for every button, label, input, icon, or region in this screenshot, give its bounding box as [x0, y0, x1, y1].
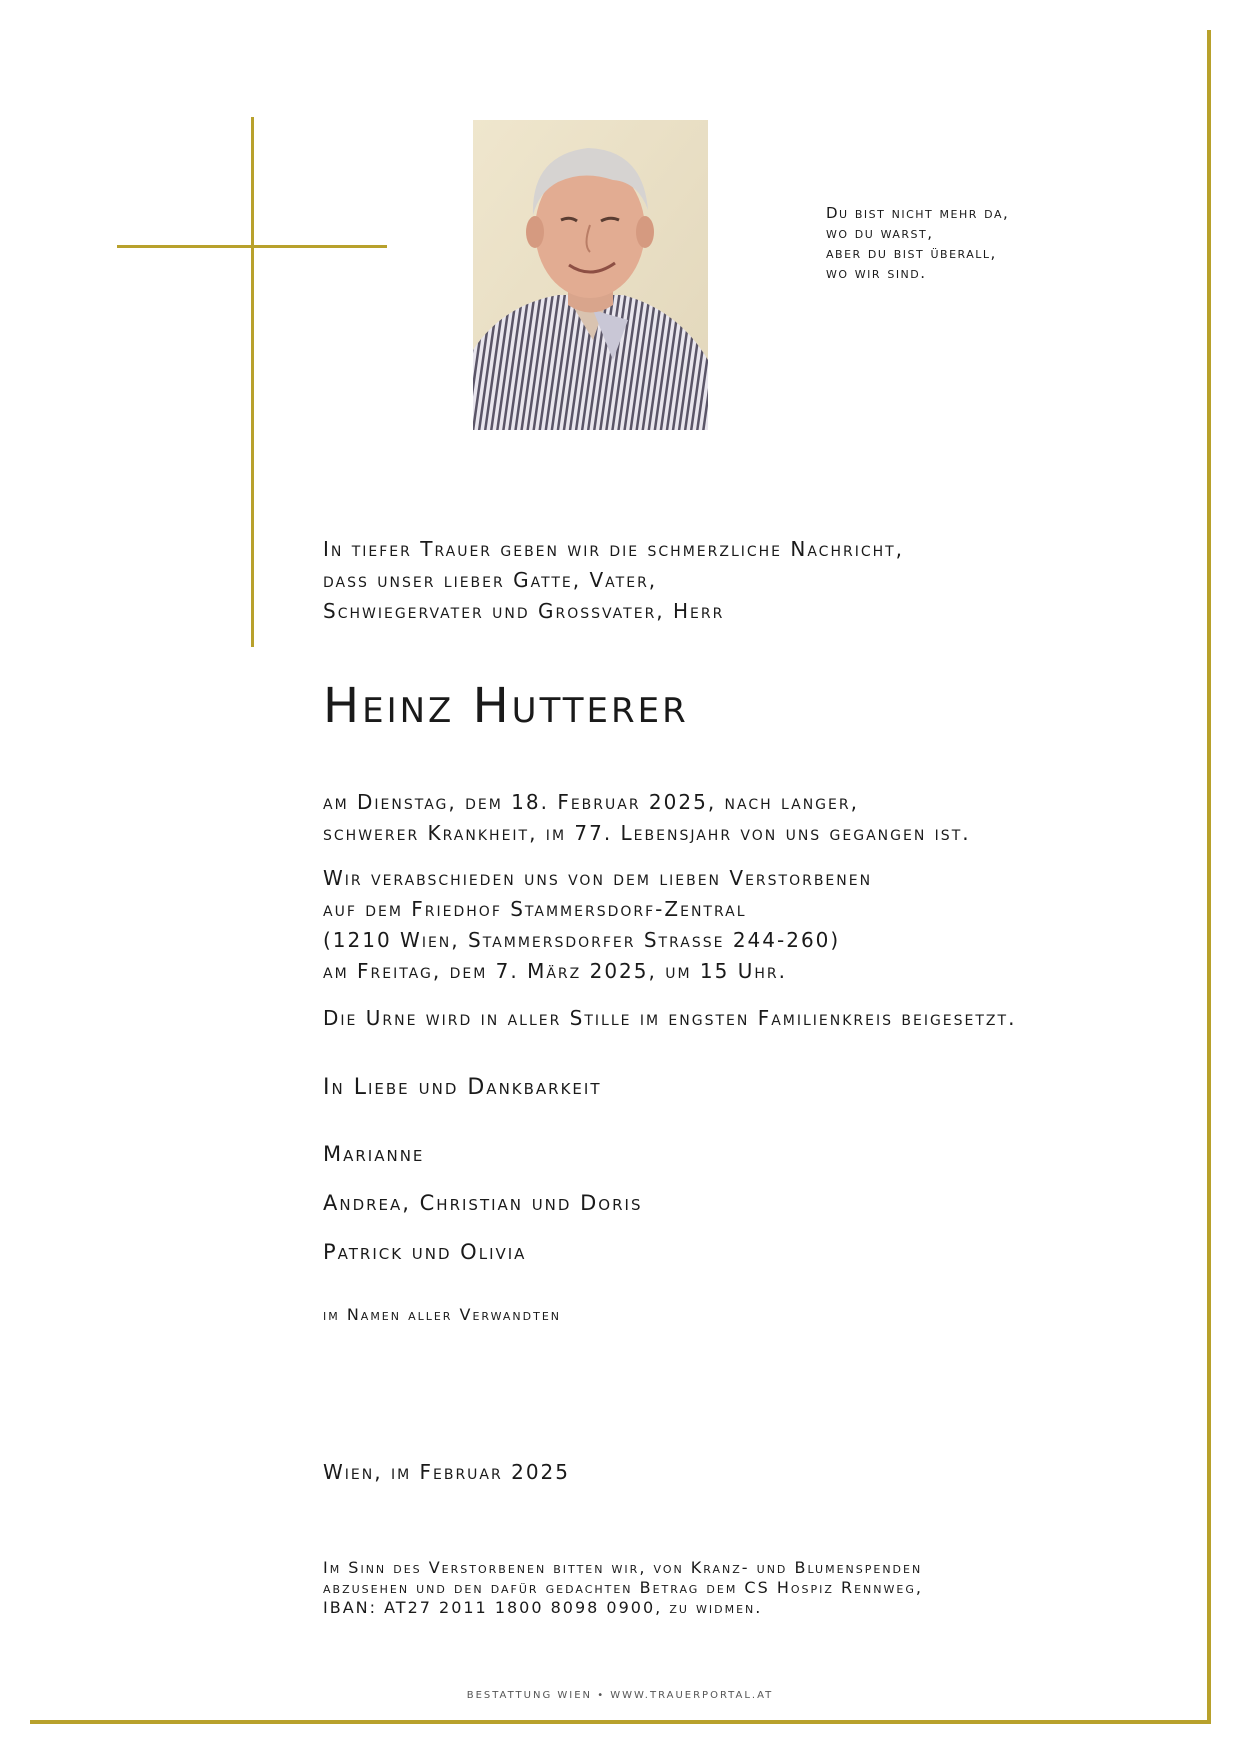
donation-line: Im Sinn des Verstorbenen bitten wir, von Kranz- und Blumenspenden [323, 1558, 923, 1577]
quote-line: Du bist nicht mehr da, [826, 204, 1010, 222]
intro-line: Schwiegervater und Grossvater, Herr [323, 599, 725, 623]
relatives-note: im Namen aller Verwandten [323, 1305, 562, 1324]
quote-line: wo du warst, [826, 224, 934, 242]
quote-line: wo wir sind. [826, 264, 927, 282]
family-member: Marianne [323, 1142, 425, 1166]
farewell-line: (1210 Wien, Stammersdorfer Strasse 244-260) [323, 928, 841, 952]
frame-bottom-line [30, 1720, 1211, 1724]
intro-line: dass unser lieber Gatte, Vater, [323, 568, 658, 592]
cross-vertical-bar [251, 117, 254, 647]
farewell-line: am Freitag, dem 7. März 2025, um 15 Uhr. [323, 959, 787, 983]
urn-notice: Die Urne wird in aller Stille im engsten Familienkreis beigesetzt. [323, 1006, 1017, 1030]
donation-line: IBAN: AT27 2011 1800 8098 0900, zu widmen. [323, 1598, 763, 1617]
death-line: schwerer Krankheit, im 77. Lebensjahr von uns gegangen ist. [323, 821, 971, 845]
death-details [323, 787, 971, 849]
deceased-name: Heinz Hutterer [323, 678, 689, 734]
donation-request [323, 1558, 923, 1618]
footer-credit: BESTATTUNG WIEN • WWW.TRAUERPORTAL.AT [466, 1690, 774, 1701]
family-member: Andrea, Christian und Doris [323, 1191, 643, 1215]
portrait-photo [473, 120, 708, 430]
frame-right-line [1207, 30, 1211, 1724]
memorial-quote [826, 203, 1009, 283]
place-date: Wien, im Februar 2025 [323, 1460, 570, 1484]
quote-line: aber du bist überall, [826, 244, 997, 262]
announcement-intro [323, 534, 904, 627]
donation-line: abzusehen und den dafür gedachten Betrag dem CS Hospiz Rennweg, [323, 1578, 923, 1597]
farewell-line: auf dem Friedhof Stammersdorf-Zentral [323, 897, 747, 921]
cross-horizontal-bar [117, 245, 387, 248]
family-member: Patrick und Olivia [323, 1240, 527, 1264]
death-line: am Dienstag, dem 18. Februar 2025, nach langer, [323, 790, 859, 814]
farewell-line: Wir verabschieden uns von dem lieben Verstorbenen [323, 866, 873, 890]
farewell-details [323, 863, 872, 987]
closing-greeting: In Liebe und Dankbarkeit [323, 1075, 602, 1100]
intro-line: In tiefer Trauer geben wir die schmerzliche Nachricht, [323, 537, 905, 561]
